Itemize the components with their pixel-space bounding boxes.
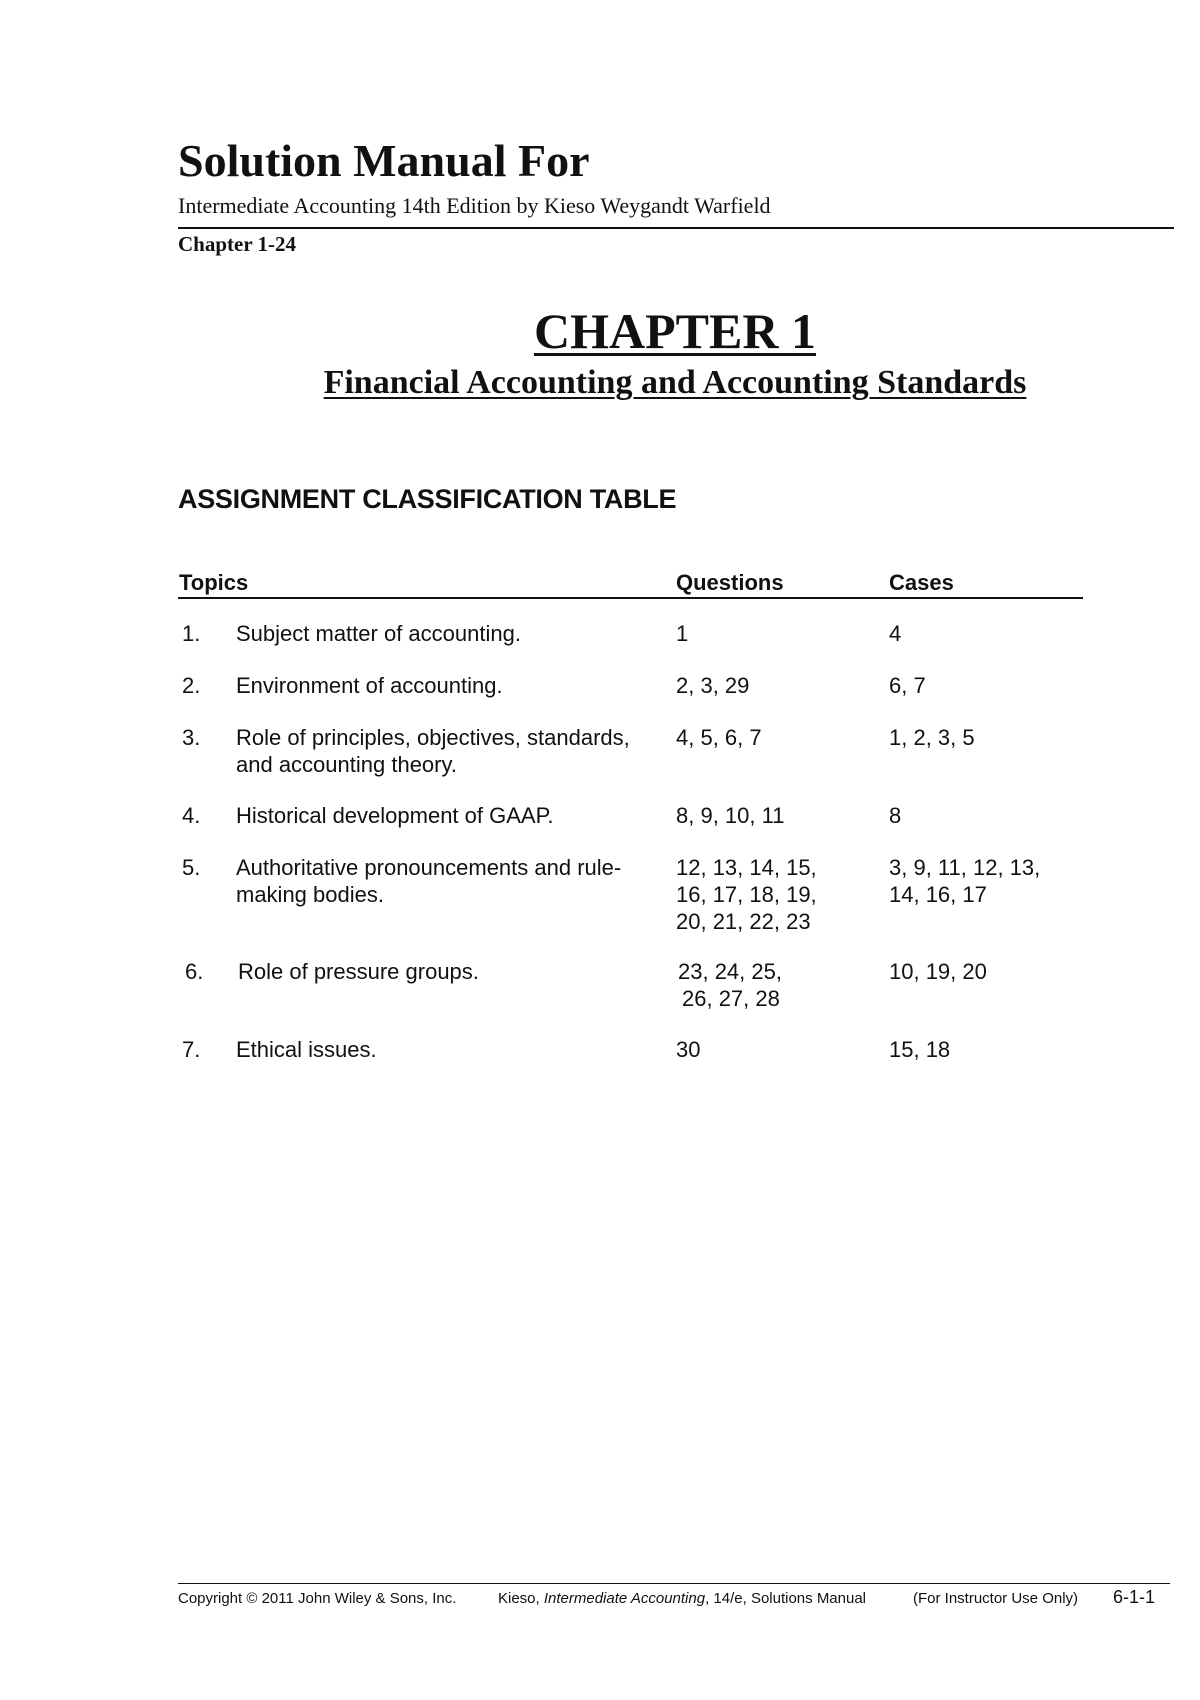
topic-line: Authoritative pronouncements and rule- [236,855,622,880]
questions-line: 1 [676,621,689,646]
questions-line: 8, 9, 10, 11 [676,803,785,828]
questions-line: 16, 17, 18, 19, [676,882,817,907]
cases-line: 15, 18 [889,1037,951,1062]
row-cases [889,672,1089,699]
cases-line: 14, 16, 17 [889,882,987,907]
questions-line: 12, 13, 14, 15, [676,855,817,880]
questions-line: 23, 24, 25, [678,959,782,984]
topic-line: Role of pressure groups. [238,959,479,984]
questions-line: 4, 5, 6, 7 [676,725,762,750]
row-topic [236,1036,636,1063]
row-cases [889,620,1089,647]
topic-line: Environment of accounting. [236,673,503,698]
row-topic [236,802,636,829]
row-topic [238,958,638,985]
row-cases [889,854,1089,908]
row-number: 5. [182,855,201,880]
cases-line: 6, 7 [889,673,926,698]
row-cases [889,724,1089,751]
row-number: 6. [185,959,204,984]
questions-line: 30 [676,1037,701,1062]
section-heading: ASSIGNMENT CLASSIFICATION TABLE [178,484,677,514]
page-number: 6-1-1 [1113,1587,1156,1607]
row-cases [889,958,1089,985]
cases-line: 10, 19, 20 [889,959,987,984]
row-topic [236,672,636,699]
row-topic [236,854,636,908]
topic-line: and accounting theory. [236,752,457,777]
cases-line: 4 [889,621,902,646]
topic-line: Historical development of GAAP. [236,803,554,828]
row-number: 1. [182,621,201,646]
topic-line: Ethical issues. [236,1037,377,1062]
footer-book-suffix: , 14/e, Solutions Manual [705,1590,867,1607]
row-questions [676,854,866,935]
cases-line: 8 [889,803,902,828]
row-topic [236,620,636,647]
cases-line: 3, 9, 11, 12, 13, [889,855,1041,880]
chapter-heading: CHAPTER 1 [534,303,816,359]
row-number: 3. [182,725,201,750]
row-questions [676,724,866,751]
header-divider [178,227,1174,229]
footer-book-citation [498,1590,866,1607]
row-questions [678,958,868,1012]
footer-copyright: Copyright © 2011 John Wiley & Sons, Inc. [178,1590,457,1607]
document-title: Solution Manual For [178,135,590,186]
row-number: 4. [182,803,201,828]
row-questions [676,620,866,647]
chapter-range: Chapter 1-24 [178,232,297,256]
footer-book-title: Intermediate Accounting [543,1590,706,1607]
footer-usage-note: (For Instructor Use Only) [913,1590,1079,1607]
row-questions [676,1036,866,1063]
row-number: 2. [182,673,201,698]
questions-line: 26, 27, 28 [682,986,780,1011]
row-cases [889,802,1089,829]
row-cases [889,1036,1089,1063]
questions-line: 20, 21, 22, 23 [676,909,811,934]
row-number: 7. [182,1037,201,1062]
table-header-divider [178,597,1083,599]
row-questions [676,802,866,829]
column-header-questions: Questions [676,570,784,595]
chapter-subheading: Financial Accounting and Accounting Standards [323,364,1027,401]
topic-line: making bodies. [236,882,384,907]
topic-line: Role of principles, objectives, standards, [236,725,630,750]
topic-line: Subject matter of accounting. [236,621,521,646]
footer-divider [178,1583,1170,1584]
row-questions [676,672,866,699]
row-topic [236,724,636,778]
footer-book-prefix: Kieso, [498,1590,544,1607]
column-header-topics: Topics [179,570,249,595]
cases-line: 1, 2, 3, 5 [889,725,975,750]
document-subtitle: Intermediate Accounting 14th Edition by Kieso Weygandt Warfield [178,193,771,218]
column-header-cases: Cases [889,570,954,595]
questions-line: 2, 3, 29 [676,673,750,698]
